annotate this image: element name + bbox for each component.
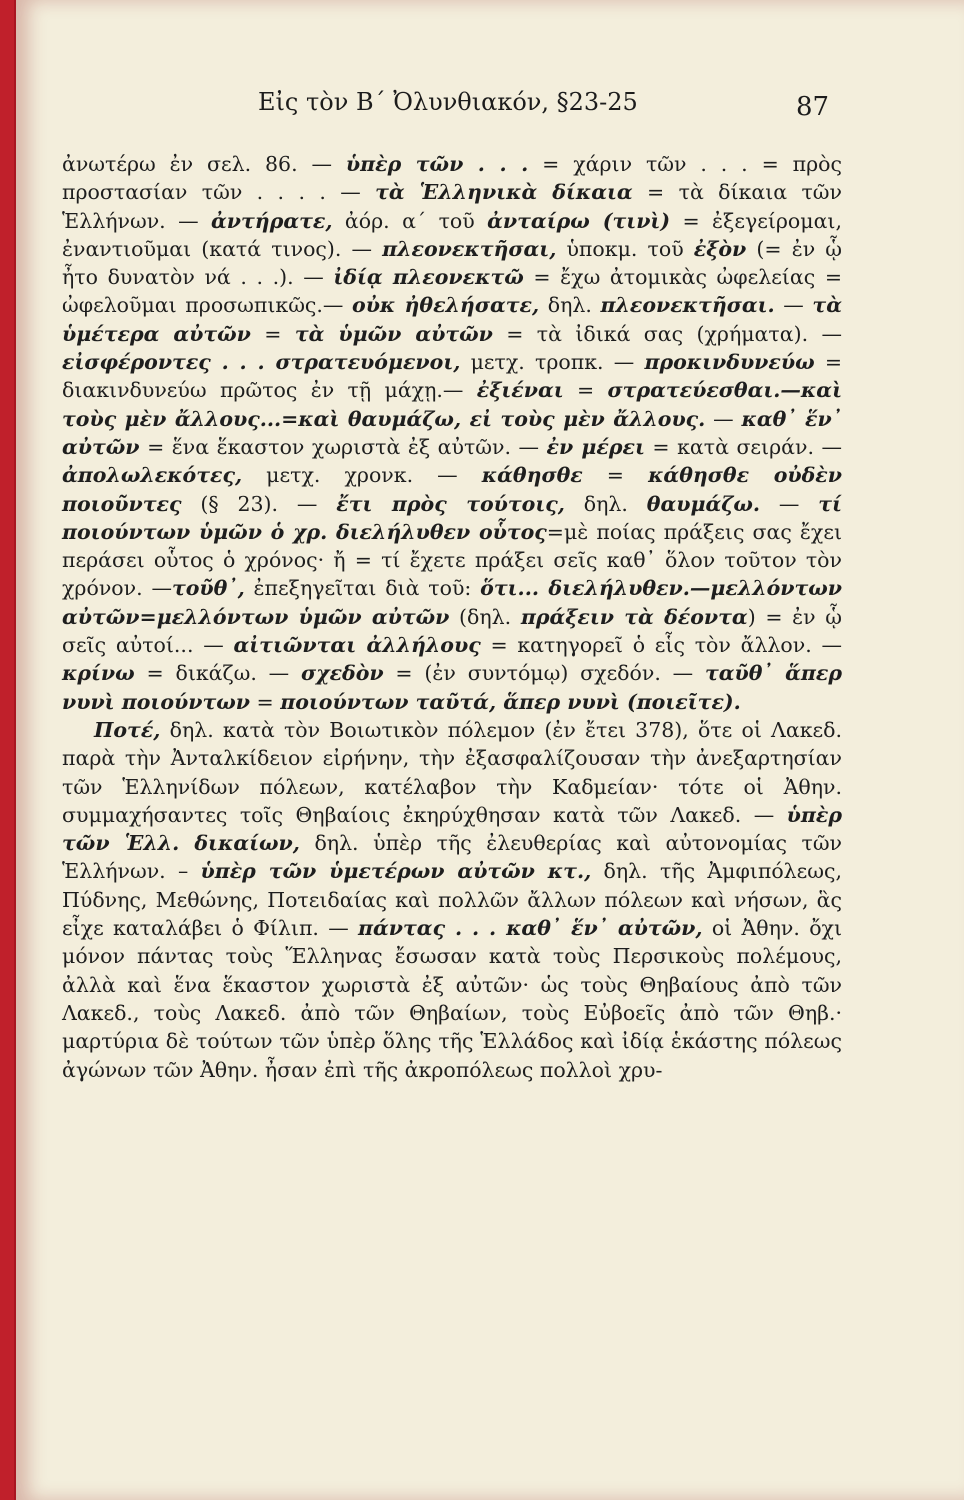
lemma-text: πλεονεκτῆσαι. (600, 293, 775, 318)
gloss-text: ἐπεξηγεῖται διὰ τοῦ: (244, 576, 481, 601)
lemma-text: ἀντήρατε, (211, 208, 333, 233)
gloss-text: μετχ. χρονκ. — (242, 463, 482, 488)
lemma-text: προκινδυνεύω (644, 350, 815, 375)
paragraph (62, 716, 842, 1084)
gloss-text: δηλ. ὑπὲρ τῆς ἐλευθερίας καὶ αὐτονομίας τῶν Ἑλλήνων. – (62, 831, 843, 884)
gloss-text: = (ἐν συντόμῳ) σχεδόν. — (383, 661, 705, 686)
gloss-text: ) = ἐν ᾧ σεῖς αὐτοί... — (62, 604, 842, 658)
lemma-text: κάθησθε (481, 463, 583, 488)
lemma-text: ἐξὸν (693, 236, 747, 261)
lemma-text: ὑπὲρ τῶν ὑμετέρων αὐτῶν κτ., (200, 859, 592, 884)
gloss-text: δηλ. τῆς Ἀμφιπόλεως, Πύδνης, Μεθώνης, Ποτειδαίας καὶ πολλῶν ἄλλων πόλεων καὶ νήσων, ἃς εἶχε καταλάβει ὁ Φίλιπ. — (62, 859, 842, 941)
paragraph (62, 150, 842, 716)
lemma-text: σχεδὸν (300, 661, 384, 686)
gloss-text: ὑποκμ. τοῦ (556, 236, 694, 261)
gloss-text: — (705, 406, 742, 431)
gloss-text: = κατὰ σειράν. — (644, 434, 842, 459)
lemma-text: τί ποιούντων ὑμῶν ὁ χρ. διελήλυθεν οὗτος (62, 491, 842, 544)
lemma-text: ὑπὲρ τῶν . . . (345, 152, 529, 176)
gloss-text: (δηλ. (449, 604, 521, 629)
gloss-text: — (774, 293, 813, 318)
gloss-text: =μὲ ποίας πράξεις σας ἔχει περάσει οὗτος ὁ χρόνος· ἤ = τί ἔχετε πράξει σεῖς καθ᾽ ὅλον τοῦτον τὸν χρόνον. — (62, 519, 842, 601)
gloss-text: δηλ. (539, 293, 601, 318)
gloss-text: ἀόρ. α΄ τοῦ (332, 208, 488, 233)
gloss-text: οἱ Ἀθην. ὄχι μόνον πάντας τοὺς Ἕλληνας ἔσωσαν κατὰ τοὺς Περσικοὺς πολέμους, ἀλλὰ καὶ ἕνα ἕκαστον χωριστὰ ἐξ αὐτῶν· ὡς τοὺς Θηβαίους ἀπὸ τῶν Λακεδ., τοὺς Λακεδ. ἀπὸ τῶν Θηβαίων, τοὺς Εὐβοεῖς ἀπὸ τῶν Θηβ.· μαρτύρια δὲ τούτων τῶν ὑπὲρ ὅλης τῆς Ἑλλάδος καὶ ἰδίᾳ ἑκάστης πόλεως ἀγώνων τῶν Ἀθην. ἦσαν ἐπὶ τῆς ἀκροπόλεως πολλοὶ χρυ- (62, 916, 842, 1082)
lemma-text: πλεονεκτῆσαι, (382, 236, 557, 261)
lemma-text: ἐξιέναι (476, 378, 564, 403)
gloss-text: δηλ. κατὰ τὸν Βοιωτικὸν πόλεμον (ἐν ἔτει 378), ὅτε οἱ Λακεδ. παρὰ τὴν Ἀνταλκίδειον εἰρήνην, τὴν ἐξασφαλίζουσαν τὴν ἀνεξαρτησίαν τῶν Ἑλληνίδων πόλεων, κατέλαβον τὴν Καδμείαν· τότε οἱ Ἀθην. συμμαχήσαντες τοῖς Θηβαίοις ἐκηρύχθησαν κατὰ τῶν Λακεδ. — (62, 717, 842, 827)
lemma-text: καθ᾽ ἕν᾽ αὐτῶν (62, 406, 842, 459)
gloss-text: (= ἐν ᾧ ἦτο δυνατὸν νά . . .). — (62, 236, 842, 290)
gloss-text: = κατηγορεῖ ὁ εἷς τὸν ἄλλον. — (480, 633, 842, 658)
gloss-text: (§ 23). — (181, 491, 337, 516)
lemma-text: οὐκ ἠθελήσατε, (352, 293, 540, 318)
lemma-text: ἀνταίρω (τινὶ) (487, 208, 671, 233)
gloss-text: = (582, 463, 649, 488)
lemma-text: ὑπὲρ τῶν Ἑλλ. δικαίων, (62, 802, 842, 856)
lemma-text: πράξειν τὰ δέοντα (520, 604, 748, 629)
lemma-text: ἰδίᾳ πλεονεκτῶ (333, 265, 524, 290)
lemma-text: ἀπολωλεκότες, (62, 463, 243, 488)
book-page (14, 0, 964, 1500)
gloss-text: = ἔχω ἀτομικὰς ὠφελείας = ὠφελοῦμαι προσωπικῶς.— (62, 265, 842, 318)
gloss-text: = (563, 378, 608, 403)
lemma-text: κρίνω (62, 661, 135, 686)
lemma-text: ἐν μέρει (546, 434, 645, 459)
gloss-text: δηλ. (564, 491, 647, 516)
lemma-text: εἰσφέροντες . . . στρατευόμενοι, (62, 350, 461, 375)
gloss-text: μετχ. τροπκ. — (460, 350, 645, 375)
lemma-text: Ποτέ, (94, 717, 161, 742)
lemma-text: τὰ Ἑλληνικὰ δίκαια (375, 180, 633, 205)
lemma-text: ἔτι πρὸς τούτοις, (336, 491, 565, 516)
gloss-text: = τὰ ἰδικά σας (χρήματα). — (492, 321, 842, 346)
gloss-text: = (249, 689, 281, 714)
lemma-text: τὰ ὑμέτερα αὐτῶν (62, 293, 842, 346)
lemma-text: αἰτιῶνται ἀλλήλους (233, 633, 481, 658)
running-title: Εἰς τὸν Β΄ Ὀλυνθιακόν, §23-25 (258, 88, 638, 116)
gloss-text: — (760, 491, 819, 516)
lemma-text: ποιούντων ταῦτά, ἅπερ νυνὶ (ποιεῖτε). (280, 689, 741, 714)
gloss-text: = τὰ δίκαια τῶν Ἑλλήνων. — (62, 180, 842, 233)
gloss-text: = (250, 321, 295, 346)
gloss-text: = ἐξεγείρομαι, ἐναντιοῦμαι (κατά τινος). — (62, 208, 842, 261)
lemma-text: τὰ ὑμῶν αὐτῶν (294, 321, 493, 346)
gloss-text: = διακινδυνεύω πρῶτος ἐν τῇ μάχῃ.— (62, 350, 842, 403)
page-number: 87 (796, 92, 830, 122)
gloss-text: = χάριν τῶν . . . = πρὸς προστασίαν τῶν . . . . — (62, 152, 843, 205)
lemma-text: στρατεύεσθαι.—καὶ τοὺς μὲν ἄλλους...=καὶ θαυμάζω, εἰ τοὺς μὲν ἄλλους. (62, 378, 842, 431)
gloss-text: = δικάζω. — (134, 661, 301, 686)
lemma-text: ὅτι... διελήλυθεν.—μελλόντων αὐτῶν=μελλόντων ὑμῶν αὐτῶν (62, 576, 843, 629)
body-text (62, 150, 842, 1084)
lemma-text: ταῦθ᾽ ἅπερ νυνὶ ποιούντων (62, 661, 843, 714)
lemma-text: θαυμάζω. (646, 491, 761, 516)
lemma-text: κάθησθε οὐδὲν ποιοῦντες (62, 463, 842, 516)
lemma-text: πάντας . . . καθ᾽ ἕν᾽ αὐτῶν, (358, 916, 703, 941)
gloss-text: = ἕνα ἕκαστον χωριστὰ ἐξ αὐτῶν. — (139, 434, 547, 459)
gloss-text: ἀνωτέρω ἐν σελ. 86. — (62, 152, 346, 176)
page-header (16, 88, 964, 128)
lemma-text: τοῦθ᾽, (171, 576, 245, 601)
